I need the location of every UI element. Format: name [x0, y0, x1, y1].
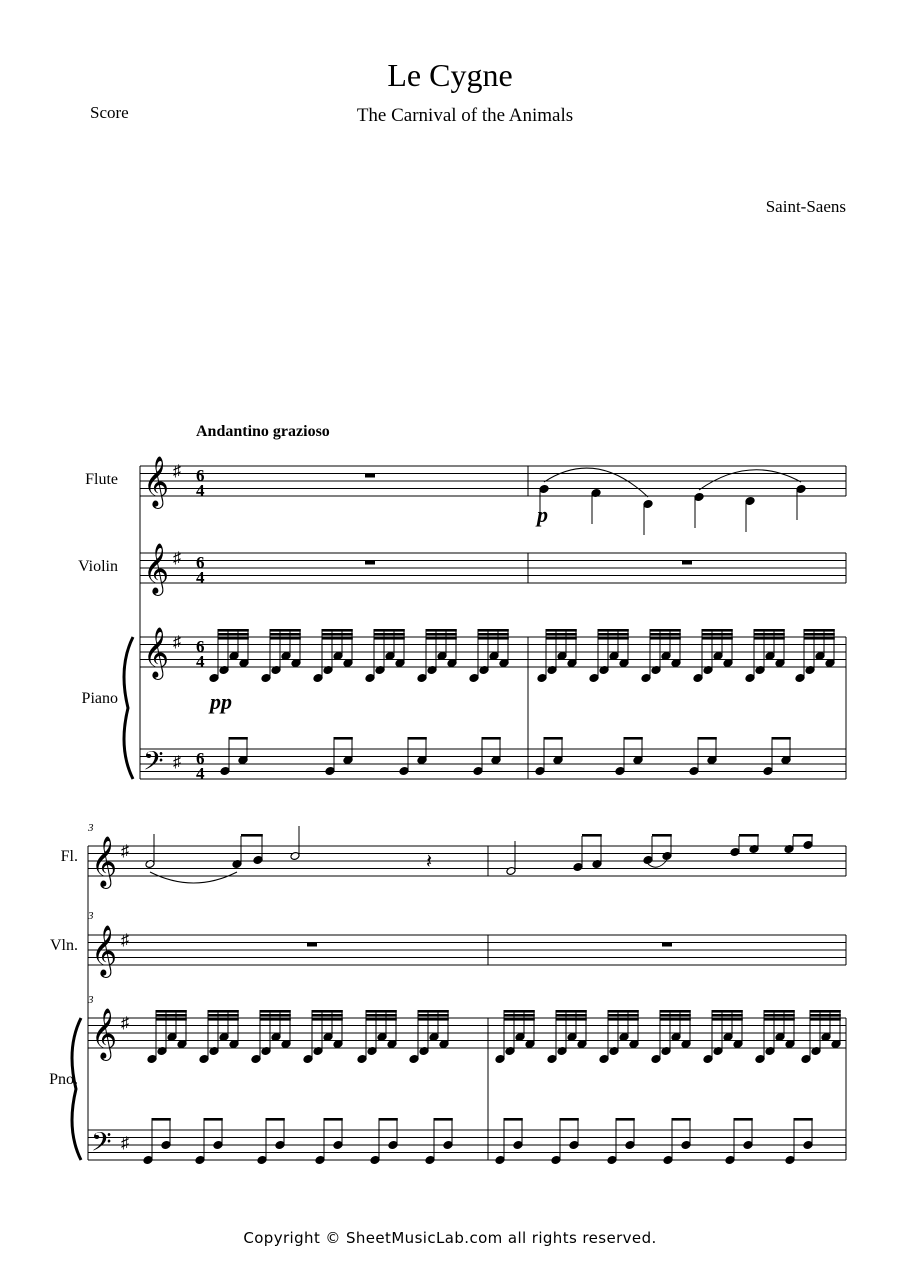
beam	[504, 1018, 535, 1021]
beam	[794, 1118, 813, 1121]
key-signature-sharp: ♯	[173, 550, 181, 567]
beam	[660, 1018, 691, 1021]
beam	[152, 1118, 171, 1121]
time-signature-bottom: 4	[196, 568, 205, 587]
time-signature-top: 6	[196, 749, 205, 768]
beam	[598, 637, 629, 640]
beam	[772, 737, 791, 740]
beam	[156, 1014, 187, 1017]
beam	[504, 1010, 535, 1013]
beam	[754, 633, 785, 636]
beam	[702, 637, 733, 640]
treble-clef: 𝄞	[143, 457, 170, 506]
beam	[334, 737, 353, 740]
composer-name: Saint-Saens	[765, 197, 846, 216]
beam	[652, 834, 672, 837]
treble-clef: 𝄞	[143, 544, 170, 593]
beam	[426, 633, 457, 636]
beam	[754, 629, 785, 632]
beam	[374, 637, 405, 640]
beam	[478, 629, 509, 632]
whole-rest	[365, 561, 375, 565]
beam	[546, 629, 577, 632]
beam	[810, 1014, 841, 1017]
beam	[322, 637, 353, 640]
time-signature-top: 6	[196, 553, 205, 572]
beam	[608, 1014, 639, 1017]
beam	[208, 1014, 239, 1017]
beam	[556, 1018, 587, 1021]
beam	[366, 1014, 397, 1017]
key-signature-sharp: ♯	[121, 1135, 129, 1152]
notation-marks	[72, 457, 846, 1163]
beam	[556, 1014, 587, 1017]
beam	[544, 737, 563, 740]
beam	[156, 1010, 187, 1013]
beam	[208, 1010, 239, 1013]
beam	[712, 1014, 743, 1017]
beam	[504, 1014, 535, 1017]
beam	[241, 834, 263, 837]
beam	[608, 1010, 639, 1013]
dynamic-pp: pp	[210, 689, 232, 714]
key-signature-sharp: ♯	[121, 843, 129, 860]
beam	[804, 629, 835, 632]
beam	[560, 1118, 579, 1121]
beam	[754, 637, 785, 640]
beam	[482, 737, 501, 740]
time-signature-top: 6	[196, 637, 205, 656]
beam	[208, 1018, 239, 1021]
beam	[204, 1118, 223, 1121]
beam	[218, 633, 249, 636]
beam	[260, 1010, 291, 1013]
beam	[702, 633, 733, 636]
beam	[434, 1118, 453, 1121]
beam	[374, 633, 405, 636]
beam	[270, 637, 301, 640]
instrument-label-vln: Vln.	[50, 937, 78, 954]
instrument-label-pno: Pno.	[49, 1071, 78, 1088]
key-signature-sharp: ♯	[121, 1015, 129, 1032]
beam	[702, 629, 733, 632]
time-signature-bottom: 4	[196, 652, 205, 671]
copyright-footer: Copyright © SheetMusicLab.com all rights reserved.	[243, 1229, 657, 1247]
beam	[734, 1118, 753, 1121]
beam	[660, 1010, 691, 1013]
beam	[270, 633, 301, 636]
time-signature-top: 6	[196, 466, 205, 485]
beam	[418, 1014, 449, 1017]
key-signature-sharp: ♯	[173, 634, 181, 651]
whole-rest	[307, 943, 317, 947]
beam	[418, 1010, 449, 1013]
beam	[379, 1118, 398, 1121]
instrument-label-fl: Fl.	[60, 848, 78, 865]
beam	[598, 633, 629, 636]
beam	[712, 1010, 743, 1013]
beam	[218, 637, 249, 640]
whole-rest	[365, 474, 375, 478]
beam	[698, 737, 717, 740]
beam	[793, 834, 813, 837]
whole-rest	[682, 561, 692, 565]
pno-brace	[72, 1018, 81, 1160]
beam	[804, 633, 835, 636]
beam	[504, 1118, 523, 1121]
notes-layer	[143, 468, 841, 1164]
measure-number-fl: 3	[88, 822, 94, 834]
piece-subtitle: The Carnival of the Animals	[356, 105, 574, 126]
beam	[366, 1010, 397, 1013]
key-signature-sharp: ♯	[121, 932, 129, 949]
beam	[660, 1014, 691, 1017]
beam	[624, 737, 643, 740]
treble-clef: 𝄞	[143, 628, 170, 677]
whole-rest	[662, 943, 672, 947]
beam	[672, 1118, 691, 1121]
beam	[764, 1010, 795, 1013]
beam	[366, 1018, 397, 1021]
bass-clef: 𝄢	[143, 746, 164, 782]
beam	[764, 1018, 795, 1021]
beam	[418, 1018, 449, 1021]
time-signature-bottom: 4	[196, 481, 205, 500]
measure-number-pno: 3	[88, 994, 94, 1006]
time-signature-bottom: 4	[196, 764, 205, 783]
key-signature-sharp: ♯	[173, 463, 181, 480]
beam	[739, 834, 759, 837]
piano-brace	[124, 637, 133, 779]
beam	[478, 637, 509, 640]
beam	[810, 1010, 841, 1013]
instrument-label-flute: Flute	[85, 471, 118, 488]
beam	[426, 637, 457, 640]
beam	[650, 637, 681, 640]
beam	[546, 637, 577, 640]
treble-clef: 𝄞	[91, 1009, 118, 1058]
beam	[804, 637, 835, 640]
beam	[426, 629, 457, 632]
beam	[556, 1010, 587, 1013]
score-label: Score	[90, 103, 129, 122]
beam	[598, 629, 629, 632]
beam	[322, 629, 353, 632]
dynamic-p: p	[537, 502, 548, 527]
beam	[616, 1118, 635, 1121]
beam	[266, 1118, 285, 1121]
beam	[608, 1018, 639, 1021]
beam	[229, 737, 248, 740]
beam	[260, 1018, 291, 1021]
treble-clef: 𝄞	[91, 837, 118, 886]
beam	[312, 1010, 343, 1013]
beam	[764, 1014, 795, 1017]
instrument-label-violin: Violin	[78, 558, 118, 575]
beam	[546, 633, 577, 636]
piece-title: Le Cygne	[387, 57, 513, 93]
beam	[374, 629, 405, 632]
treble-clef: 𝄞	[91, 926, 118, 975]
beam	[156, 1018, 187, 1021]
instrument-label-piano: Piano	[81, 690, 118, 707]
beam	[712, 1018, 743, 1021]
beam	[324, 1118, 343, 1121]
beam	[218, 629, 249, 632]
key-signature-sharp: ♯	[173, 754, 181, 771]
beam	[582, 834, 602, 837]
bass-clef: 𝄢	[91, 1127, 112, 1163]
beam	[260, 1014, 291, 1017]
beam	[270, 629, 301, 632]
beam	[322, 633, 353, 636]
slur	[150, 872, 237, 883]
beam	[408, 737, 427, 740]
slur	[699, 470, 801, 490]
beam	[810, 1018, 841, 1021]
quarter-rest: 𝄽	[426, 851, 433, 873]
beam	[478, 633, 509, 636]
beam	[312, 1014, 343, 1017]
beam	[650, 629, 681, 632]
tempo-marking: Andantino grazioso	[196, 423, 330, 440]
measure-number-vln: 3	[88, 910, 94, 922]
beam	[312, 1018, 343, 1021]
beam	[650, 633, 681, 636]
